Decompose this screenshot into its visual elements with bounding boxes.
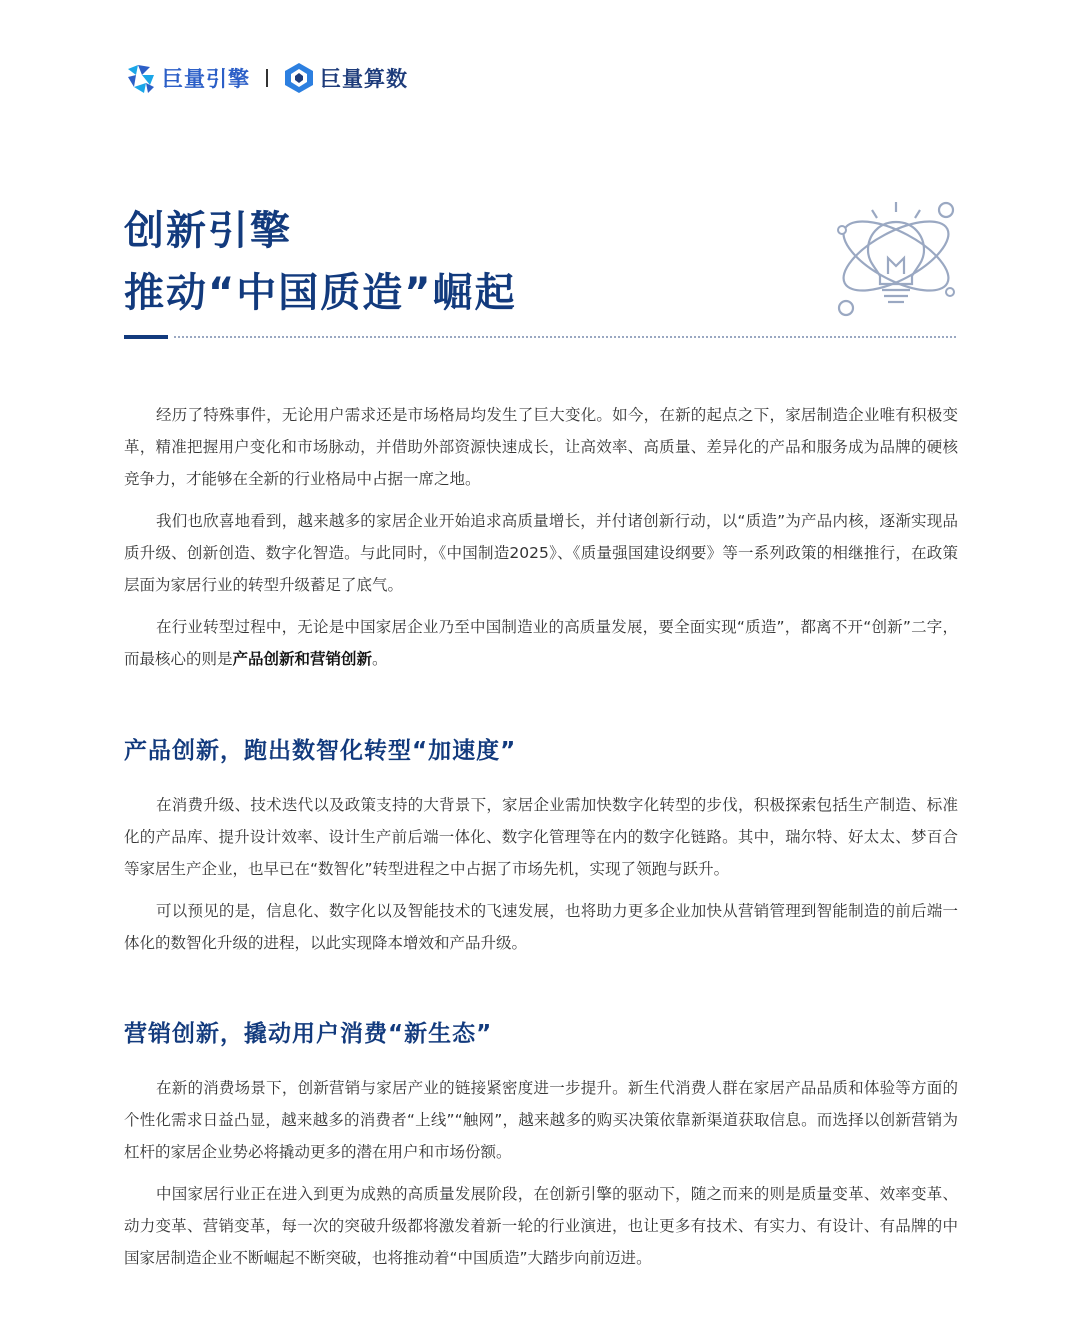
brand-ocean-engine: 巨量引擎 — [162, 67, 250, 91]
bold-highlight: 产品创新和营销创新 — [232, 650, 373, 668]
section2-paragraph-1: 在新的消费场景下，创新营销与家居产业的链接紧密度进一步提升。新生代消费人群在家居产品品质和体验等方面的个性化需求日益凸显，越来越多的消费者“上线”“触网”，越来越多的购买决策依靠新渠道获取信息。而选择以创新营销为杠杆的家居企业势必将撬动更多的潜在用户和市场份额。 — [124, 1079, 958, 1161]
title-divider — [124, 335, 956, 339]
section-heading-product-innovation: 产品创新，跑出数智化转型“加速度” — [124, 738, 517, 764]
page-title — [124, 200, 517, 324]
intro-paragraph-2: 我们也欣喜地看到，越来越多的家居企业开始追求高质量增长，并付诸创新行动，以“质造”为产品内核，逐渐实现品质升级、创新创造、数字化智造。与此同时，《中国制造2025》、《质量强国建设纲要》等一系列政策的相继推行，在政策层面为家居行业的转型升级蓄足了底气。 — [124, 512, 958, 594]
title-line-2: 推动“中国质造”崛起 — [124, 270, 517, 316]
brand-suanshu: 巨量算数 — [320, 67, 408, 91]
intro-paragraph-3: 在行业转型过程中，无论是中国家居企业乃至中国制造业的高质量发展，要全面实现“质造”，都离不开“创新”二字，而最核心的则是产品创新和营销创新。 — [124, 618, 958, 668]
section-heading-marketing-innovation: 营销创新，撬动用户消费“新生态” — [124, 1021, 493, 1047]
ocean-engine-logo-icon — [124, 61, 158, 95]
suanshu-logo-icon — [282, 61, 316, 95]
logo-separator — [266, 69, 268, 87]
section1-paragraph-1: 在消费升级、技术迭代以及政策支持的大背景下，家居企业需加快数字化转型的步伐，积极探索包括生产制造、标准化的产品库、提升设计效率、设计生产前后端一体化、数字化管理等在内的数字化链路。其中，瑞尔特、好太太、梦百合等家居生产企业，也早已在“数智化”转型进程之中占据了市场先机，实现了领跑与跃升。 — [124, 796, 958, 878]
section2-paragraph-2: 中国家居行业正在进入到更为成熟的高质量发展阶段，在创新引擎的驱动下，随之而来的则是质量变革、效率变革、动力变革、营销变革，每一次的突破升级都将激发着新一轮的行业演进，也让更多有技术、有实力、有设计、有品牌的中国家居制造企业不断崛起不断突破，也将推动着“中国质造”大踏步向前迈进。 — [124, 1185, 958, 1267]
intro-paragraph-1: 经历了特殊事件，无论用户需求还是市场格局均发生了巨大变化。如今，在新的起点之下，家居制造企业唯有积极变革，精准把握用户变化和市场脉动，并借助外部资源快速成长，让高效率、高质量、差异化的产品和服务成为品牌的硬核竞争力，才能够在全新的行业格局中占据一席之地。 — [124, 406, 958, 488]
title-line-1: 创新引擎 — [124, 208, 292, 254]
section1-paragraph-2: 可以预见的是，信息化、数字化以及智能技术的飞速发展，也将助力更多企业加快从营销管理到智能制造的前后端一体化的数智化升级的进程，以此实现降本增效和产品升级。 — [124, 902, 958, 952]
header-logos — [124, 58, 408, 98]
lightbulb-atom-icon — [832, 196, 962, 324]
